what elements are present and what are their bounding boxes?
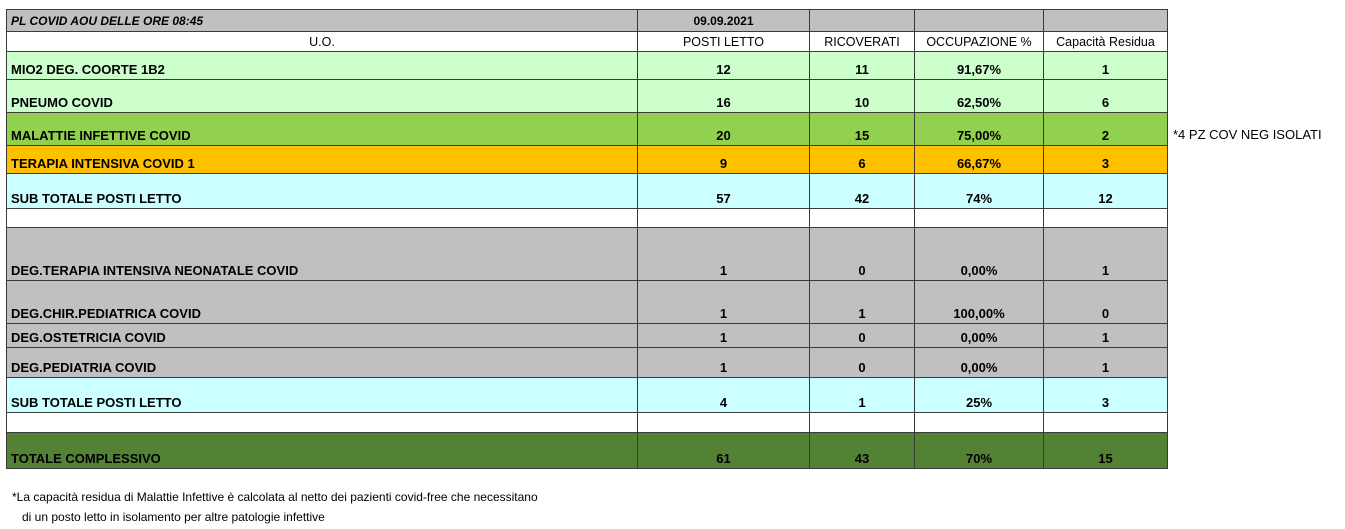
row-occupazione: 91,67%	[915, 52, 1044, 80]
row-ricoverati: 42	[810, 174, 915, 209]
title-empty-cell	[1044, 10, 1168, 32]
row-residua: 2	[1044, 113, 1168, 146]
row-occupazione: 0,00%	[915, 348, 1044, 378]
row-residua: 0	[1044, 281, 1168, 324]
row-posti: 4	[638, 378, 810, 413]
table-row	[7, 228, 1168, 281]
title-empty-cell	[810, 10, 915, 32]
row-occupazione: 100,00%	[915, 281, 1044, 324]
row-name: DEG.TERAPIA INTENSIVA NEONATALE COVID	[7, 228, 638, 281]
title-row	[7, 10, 1168, 32]
row-name: SUB TOTALE POSTI LETTO	[7, 378, 638, 413]
row-name: MIO2 DEG. COORTE 1B2	[7, 52, 638, 80]
subtotal-row	[7, 378, 1168, 413]
row-residua: 1	[1044, 52, 1168, 80]
col-header-residua: Capacità Residua	[1044, 32, 1168, 52]
col-header-occupazione: OCCUPAZIONE %	[915, 32, 1044, 52]
spacer-row	[7, 209, 1168, 228]
table-row	[7, 146, 1168, 174]
row-residua: 12	[1044, 174, 1168, 209]
row-name: DEG.OSTETRICIA COVID	[7, 324, 638, 348]
row-residua: 6	[1044, 80, 1168, 113]
row-residua: 1	[1044, 348, 1168, 378]
sheet-title: PL COVID AOU DELLE ORE 08:45	[7, 10, 638, 32]
row-occupazione: 74%	[915, 174, 1044, 209]
side-note: *4 PZ COV NEG ISOLATI	[1173, 127, 1322, 142]
title-empty-cell	[915, 10, 1044, 32]
row-ricoverati: 10	[810, 80, 915, 113]
table-row	[7, 80, 1168, 113]
row-posti: 16	[638, 80, 810, 113]
col-header-uo: U.O.	[7, 32, 638, 52]
row-posti: 9	[638, 146, 810, 174]
row-residua: 1	[1044, 228, 1168, 281]
row-occupazione: 25%	[915, 378, 1044, 413]
row-posti: 1	[638, 348, 810, 378]
table-row	[7, 348, 1168, 378]
table-row	[7, 52, 1168, 80]
row-name: MALATTIE INFETTIVE COVID	[7, 113, 638, 146]
report-date: 09.09.2021	[638, 10, 810, 32]
table-row	[7, 113, 1168, 146]
row-ricoverati: 6	[810, 146, 915, 174]
row-posti: 1	[638, 228, 810, 281]
row-ricoverati: 0	[810, 228, 915, 281]
row-posti: 12	[638, 52, 810, 80]
row-occupazione: 70%	[915, 433, 1044, 469]
col-header-ricoverati: RICOVERATI	[810, 32, 915, 52]
row-residua: 3	[1044, 146, 1168, 174]
row-ricoverati: 0	[810, 324, 915, 348]
row-ricoverati: 1	[810, 378, 915, 413]
row-ricoverati: 11	[810, 52, 915, 80]
grand-total-row	[7, 433, 1168, 469]
row-name: SUB TOTALE POSTI LETTO	[7, 174, 638, 209]
row-posti: 1	[638, 324, 810, 348]
col-header-posti: POSTI LETTO	[638, 32, 810, 52]
table-row	[7, 324, 1168, 348]
row-residua: 1	[1044, 324, 1168, 348]
column-header-row	[7, 32, 1168, 52]
row-name: DEG.CHIR.PEDIATRICA COVID	[7, 281, 638, 324]
row-name: DEG.PEDIATRIA COVID	[7, 348, 638, 378]
row-posti: 1	[638, 281, 810, 324]
spacer-row	[7, 413, 1168, 433]
footnote-line-2: di un posto letto in isolamento per altre patologie infettive	[22, 510, 325, 524]
row-occupazione: 66,67%	[915, 146, 1044, 174]
subtotal-row	[7, 174, 1168, 209]
covid-beds-table	[6, 9, 1168, 469]
row-posti: 20	[638, 113, 810, 146]
row-posti: 61	[638, 433, 810, 469]
row-ricoverati: 1	[810, 281, 915, 324]
row-name: TOTALE COMPLESSIVO	[7, 433, 638, 469]
row-occupazione: 75,00%	[915, 113, 1044, 146]
footnote-line-1: *La capacità residua di Malattie Infettive è calcolata al netto dei pazienti covid-free che necessitano	[12, 490, 538, 504]
row-residua: 15	[1044, 433, 1168, 469]
row-posti: 57	[638, 174, 810, 209]
row-name: PNEUMO COVID	[7, 80, 638, 113]
row-occupazione: 0,00%	[915, 324, 1044, 348]
row-ricoverati: 15	[810, 113, 915, 146]
row-ricoverati: 0	[810, 348, 915, 378]
row-occupazione: 62,50%	[915, 80, 1044, 113]
table-row	[7, 281, 1168, 324]
footnote	[12, 487, 538, 527]
row-name: TERAPIA INTENSIVA COVID 1	[7, 146, 638, 174]
row-residua: 3	[1044, 378, 1168, 413]
row-occupazione: 0,00%	[915, 228, 1044, 281]
row-ricoverati: 43	[810, 433, 915, 469]
